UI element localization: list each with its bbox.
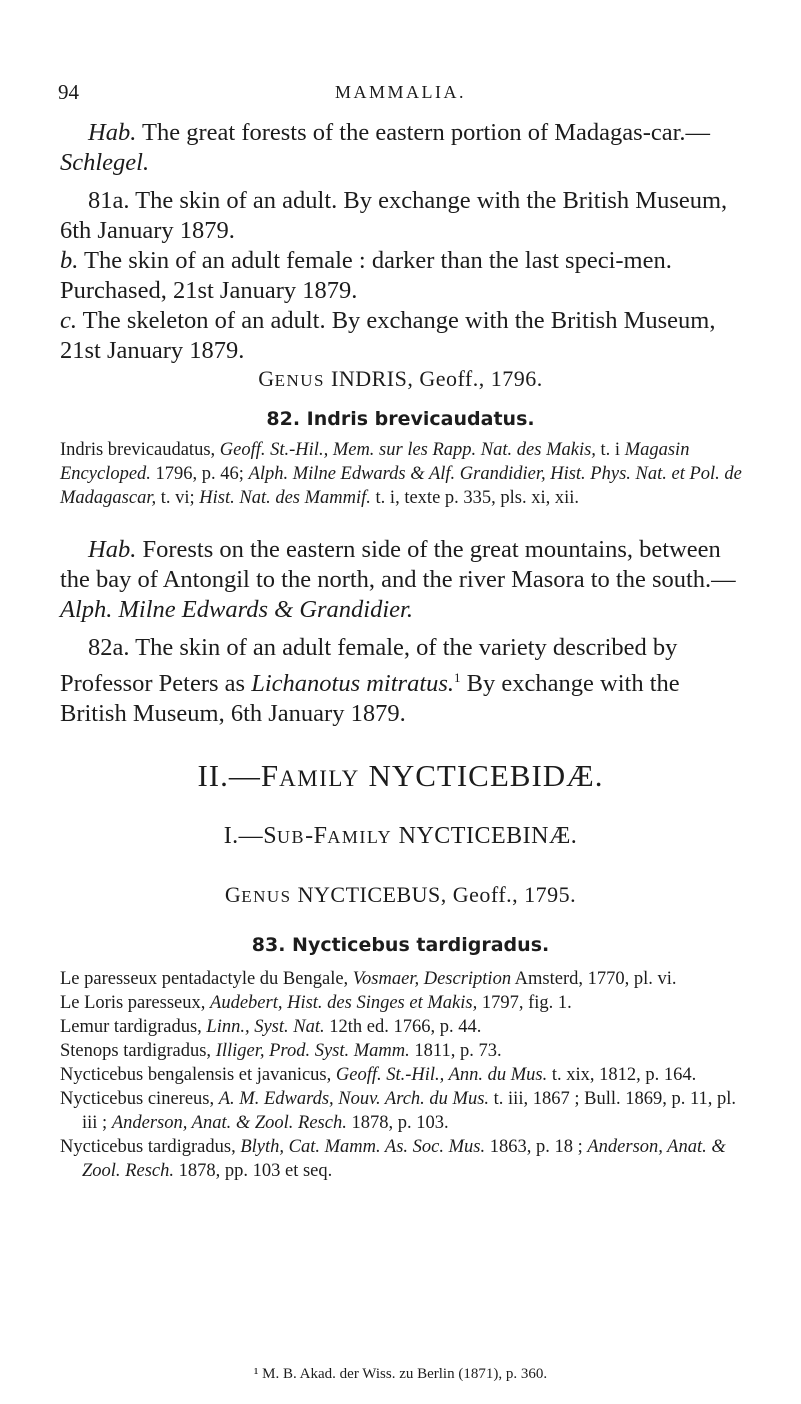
synonym-entry: Le paresseux pentadactyle du Bengale, Vosmaer, Description Amsterd, 1770, pl. vi. bbox=[60, 969, 677, 989]
species-heading-82: 82. Indris brevicaudatus. bbox=[266, 408, 535, 430]
habitat-paragraph-82: Hab. Forests on the eastern side of the great mountains, between the bay of Antongil to the north, and the river Masora to the south.—Alph. Milne Edwards & Grandidier. bbox=[60, 536, 736, 623]
running-head: MAMMALIA. bbox=[334, 82, 466, 102]
hab-text: The great forests of the eastern portion of Madagas-car.— bbox=[136, 119, 711, 146]
species-heading-83: 83. Nycticebus tardigradus. bbox=[251, 934, 550, 956]
genus-heading-indris: GENUS INDRIS, Geoff., 1796. bbox=[258, 366, 543, 391]
specimen-label: b. bbox=[60, 247, 79, 274]
synonym-entry: Nycticebus tardigradus, Blyth, Cat. Mamm. As. Soc. Mus. 1863, p. 18 ; Anderson, Anat. & Zool. Resch. 1878, pp. 103 et seq. bbox=[60, 1137, 726, 1181]
synonym-entry: Nycticebus bengalensis et javanicus, Geoff. St.-Hil., Ann. du Mus. t. xix, 1812, p. 164. bbox=[60, 1065, 697, 1085]
synonym-entry: Stenops tardigradus, Illiger, Prod. Syst. Mamm. 1811, p. 73. bbox=[60, 1041, 502, 1061]
footnote-marker: 1 bbox=[454, 670, 461, 685]
family-heading: II.—FAMILY NYCTICEBIDÆ. bbox=[197, 758, 604, 793]
specimen-text: The skin of an adult female : darker than the last speci-men. Purchased, 21st January 1879. bbox=[60, 247, 672, 304]
synonym-entry: Le Loris paresseux, Audebert, Hist. des Singes et Makis, 1797, fig. 1. bbox=[60, 993, 572, 1013]
hab-author: Schlegel. bbox=[60, 149, 150, 176]
synonymy-82: Indris brevicaudatus, Geoff. St.-Hil., Mem. sur les Rapp. Nat. des Makis, t. i Magasin Encycloped. 1796, p. 46; Alph. Milne Edwards & Alf. Grandidier, Hist. Phys. Nat. et Pol. de Madagascar, t. vi; Hist. Nat. des Mammif. t. i, texte p. 335, pls. xi, xii. bbox=[60, 440, 742, 508]
genus-heading-nycticebus: GENUS NYCTICEBUS, Geoff., 1795. bbox=[224, 882, 577, 907]
habitat-paragraph bbox=[60, 118, 750, 178]
synonym-entry: Lemur tardigradus, Linn., Syst. Nat. 12th ed. 1766, p. 44. bbox=[60, 1017, 482, 1037]
footnote: ¹ M. B. Akad. der Wiss. zu Berlin (1871), p. 360. bbox=[253, 1366, 548, 1382]
specimen-82a: 82a. The skin of an adult female, of the variety described by Professor Peters as Lichanotus mitratus.$^1$ By exchange with the British Museum, 6th January 1879. bbox=[60, 634, 680, 728]
synonym-entry: Nycticebus cinereus, A. M. Edwards, Nouv. Arch. du Mus. t. iii, 1867 ; Bull. 1869, p. 11, pl. iii ; Anderson, Anat. & Zool. Resch. 1878, p. 103. bbox=[60, 1089, 737, 1133]
hab-label: Hab. bbox=[88, 119, 137, 146]
specimen-label: 81a. bbox=[88, 187, 130, 214]
specimen-text: The skeleton of an adult. By exchange with the British Museum, 21st January 1879. bbox=[60, 307, 716, 364]
subfamily-heading: I.—SUB-FAMILY NYCTICEBINÆ. bbox=[223, 823, 578, 849]
page-number: 94 bbox=[58, 80, 79, 104]
synonymy-83 bbox=[60, 967, 750, 1183]
specimen-list-81 bbox=[60, 186, 750, 366]
specimen-label: c. bbox=[60, 307, 77, 334]
specimen-text: The skin of an adult. By exchange with the British Museum, 6th January 1879. bbox=[60, 187, 728, 244]
